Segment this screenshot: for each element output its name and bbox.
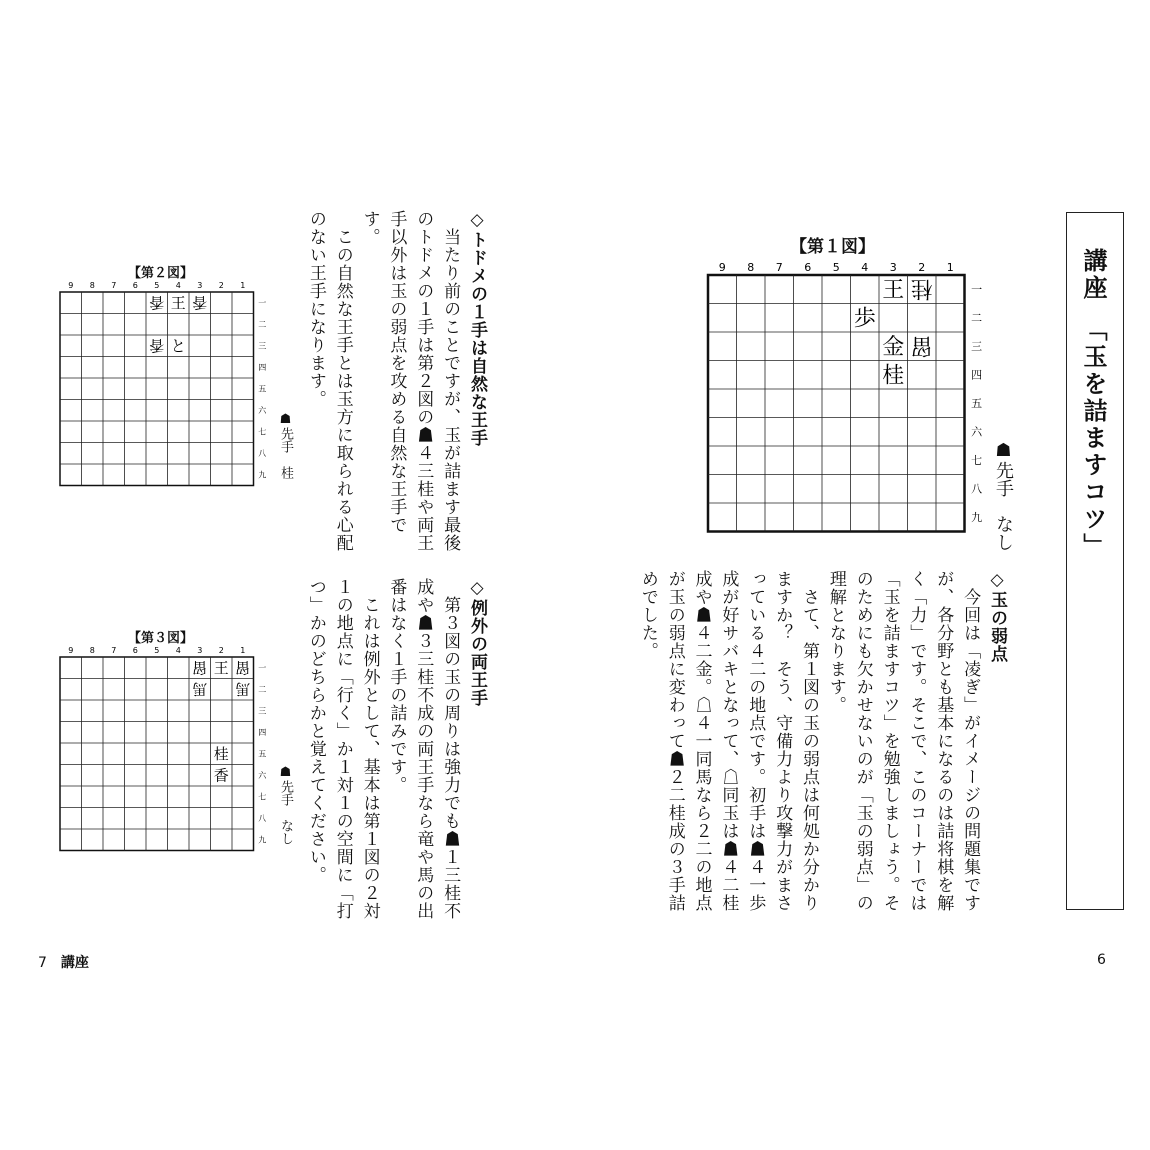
rank-label: 七 bbox=[258, 792, 267, 802]
file-label: 2 bbox=[218, 646, 224, 655]
shogi-piece: 留 bbox=[910, 332, 933, 358]
file-label: 6 bbox=[132, 281, 138, 290]
file-label: 4 bbox=[175, 281, 181, 290]
rank-label: 九 bbox=[971, 511, 983, 525]
shogi-piece: 桂 bbox=[213, 745, 229, 764]
file-label: 7 bbox=[111, 281, 117, 290]
rank-label: 七 bbox=[971, 454, 983, 468]
file-label: 8 bbox=[89, 281, 95, 290]
rank-label: 二 bbox=[258, 320, 267, 330]
rank-label: 五 bbox=[971, 397, 983, 411]
shogi-piece: 香 bbox=[192, 293, 208, 312]
figure2-hands: ☗先手 桂 bbox=[278, 412, 293, 479]
rank-label: 三 bbox=[971, 340, 983, 354]
shogi-piece: 金 bbox=[882, 335, 905, 361]
rank-label: 一 bbox=[971, 283, 983, 297]
shogi-piece: 王 bbox=[882, 278, 905, 304]
file-label: 4 bbox=[175, 646, 181, 655]
file-label: 8 bbox=[89, 646, 95, 655]
file-label: 7 bbox=[775, 261, 783, 274]
file-label: 7 bbox=[111, 646, 117, 655]
file-label: 6 bbox=[804, 261, 812, 274]
shogi-piece: 歩 bbox=[853, 306, 876, 332]
shogi-piece: 王 bbox=[170, 294, 186, 313]
right-page-number: 6 bbox=[1097, 952, 1106, 968]
rank-label: 六 bbox=[258, 406, 267, 416]
figure3-board bbox=[58, 645, 278, 860]
file-label: 9 bbox=[718, 261, 726, 274]
rank-label: 二 bbox=[258, 685, 267, 695]
right-paragraph-1: 今回は「凌ぎ」がイメージの問題集ですが、各分野とも基本になるのは詰将棋を解く「力」です。そこで、このコーナーでは「玉を詰ますコツ」を勉強しましょう。そのためにも欠かせないのが「玉の弱点」の理解となります。 bbox=[825, 570, 981, 912]
shogi-piece: 馬 bbox=[235, 679, 251, 698]
right-section-title: ◇玉の弱点 bbox=[987, 570, 1007, 663]
shogi-piece: 桂 bbox=[910, 275, 933, 301]
left-section-2-title: ◇例外の両王手 bbox=[467, 578, 487, 707]
rank-label: 五 bbox=[258, 384, 267, 394]
left-running-head: 講座 bbox=[60, 955, 89, 971]
figure1-caption: 【第１図】 bbox=[790, 237, 875, 257]
file-label: 1 bbox=[240, 281, 246, 290]
left-section-2-paragraph-1: 第３図の玉の周りは強力でも☗１三桂不成や☗３三桂不成の両王手なら竜や馬の出番はなく１手の詰みです。 bbox=[386, 578, 461, 920]
left-section-1-paragraph-2: この自然な王手とは玉方に取られる心配のない王手になります。 bbox=[305, 210, 353, 552]
file-label: 8 bbox=[747, 261, 755, 274]
rank-label: 一 bbox=[258, 663, 267, 673]
figure3-hands: ☗先手 なし bbox=[278, 765, 293, 845]
left-section-1-paragraph-1: 当たり前のことですが、玉が詰ます最後のトドメの１手は第２図の☗４三桂や両王手以外は玉の弱点を攻める自然な王手です。 bbox=[359, 210, 461, 552]
file-label: 5 bbox=[832, 261, 840, 274]
rank-label: 四 bbox=[258, 363, 267, 373]
rank-label: 六 bbox=[258, 771, 267, 781]
rank-label: 八 bbox=[971, 482, 983, 496]
file-label: 3 bbox=[197, 281, 203, 290]
figure1-hands: ☗先手 なし bbox=[993, 440, 1014, 551]
file-label: 1 bbox=[946, 261, 954, 274]
shogi-piece: 王 bbox=[213, 659, 229, 678]
file-label: 3 bbox=[197, 646, 203, 655]
shogi-piece: 留 bbox=[235, 658, 251, 677]
file-label: 6 bbox=[132, 646, 138, 655]
rank-label: 九 bbox=[258, 835, 267, 845]
figure2-caption: 【第２図】 bbox=[128, 266, 194, 281]
rank-label: 七 bbox=[258, 427, 267, 437]
file-label: 3 bbox=[889, 261, 897, 274]
figure1-board bbox=[700, 255, 983, 545]
rank-label: 四 bbox=[258, 728, 267, 738]
right-paragraph-2: さて、第１図の玉の弱点は何処か分かりますか？ そう、守備力より攻撃力がまさっている４二の地点です。初手は☗４一歩成が好サバキとなって、☖同玉は☗４二桂成や☗４二金。☖４一同馬なら２二の地点が玉の弱点に変わって☗２二桂成の３手詰めでした。 bbox=[637, 570, 819, 912]
right-section bbox=[637, 570, 1010, 920]
rank-label: 一 bbox=[258, 298, 267, 308]
series-title: 講座 bbox=[1079, 248, 1107, 302]
rank-label: 八 bbox=[258, 814, 267, 824]
file-label: 9 bbox=[68, 281, 74, 290]
file-label: 4 bbox=[861, 261, 869, 274]
article-title bbox=[1076, 248, 1111, 560]
rank-label: 九 bbox=[258, 470, 267, 480]
file-label: 1 bbox=[240, 646, 246, 655]
shogi-piece: 馬 bbox=[192, 679, 208, 698]
file-label: 2 bbox=[918, 261, 926, 274]
left-section-1-title: ◇トドメの１手は自然な王手 bbox=[467, 210, 487, 447]
shogi-piece: 留 bbox=[192, 658, 208, 677]
left-section-2 bbox=[298, 578, 490, 923]
board-border bbox=[60, 292, 254, 486]
board-border bbox=[708, 275, 965, 532]
rank-label: 八 bbox=[258, 449, 267, 459]
rank-label: 五 bbox=[258, 749, 267, 759]
shogi-piece: 香 bbox=[149, 336, 165, 355]
rank-label: 二 bbox=[971, 311, 983, 325]
left-page-number: 7 bbox=[38, 955, 47, 971]
shogi-piece: と bbox=[170, 337, 186, 356]
figure2-board bbox=[58, 280, 278, 495]
shogi-piece: 香 bbox=[149, 293, 165, 312]
rank-label: 三 bbox=[258, 341, 267, 351]
shogi-piece: 桂 bbox=[882, 363, 905, 389]
rank-label: 三 bbox=[258, 706, 267, 716]
file-label: 2 bbox=[218, 281, 224, 290]
left-page-footer bbox=[38, 952, 89, 972]
file-label: 5 bbox=[154, 281, 160, 290]
file-label: 9 bbox=[68, 646, 74, 655]
figure3-caption: 【第３図】 bbox=[128, 631, 194, 646]
left-section-2-paragraph-2: これは例外として、基本は第１図の２対１の地点に「行く」か１対１の空間に「打つ」かのどちらかと覚えてください。 bbox=[305, 578, 380, 920]
rank-label: 四 bbox=[971, 368, 983, 382]
rank-label: 六 bbox=[971, 425, 983, 439]
file-label: 5 bbox=[154, 646, 160, 655]
shogi-piece: 香 bbox=[213, 766, 229, 785]
left-section-1 bbox=[300, 210, 490, 555]
article-title-text: 「玉を詰ますコツ」 bbox=[1079, 329, 1107, 560]
